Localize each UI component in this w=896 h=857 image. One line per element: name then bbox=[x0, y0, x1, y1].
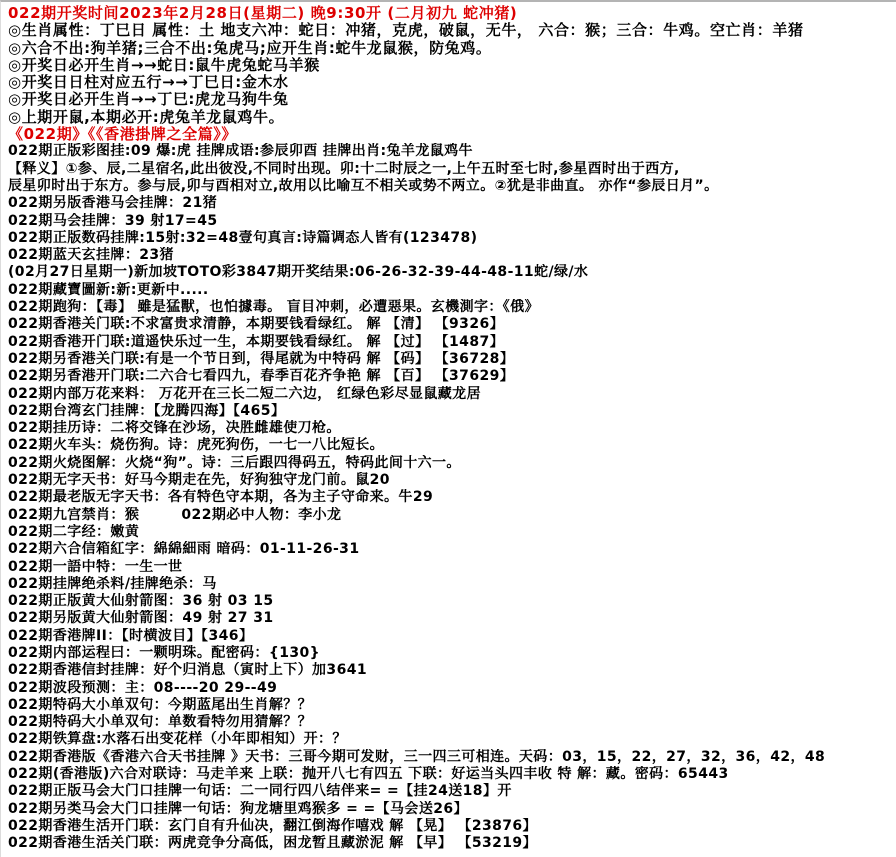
text-line: 022期九宫禁肖：猴 022期必中人物：李小龙 bbox=[8, 506, 342, 523]
text-line: 022期火车头：烧伤狗。诗：虎死狗伤，一七一八比短长。 bbox=[8, 437, 385, 454]
text-line: 022期藏寶圖新:新:更新中..... bbox=[8, 281, 209, 298]
text-line: 022期香港信封挂牌：好个归消息（寅时上下）加3641 bbox=[8, 662, 367, 679]
text-line: 022期正版彩图挂:09 爆:虎 挂牌成语:参辰卯酉 挂牌出肖:兔羊龙鼠鸡牛 bbox=[8, 143, 473, 160]
text-line: 022期香港关门联:不求富贵求清静，本期要钱看绿红。 解 【清】 【9326】 bbox=[8, 316, 505, 333]
text-line: 022期内部万花来料： 万花开在三长二短二六边， 红绿色彩尽显鼠藏龙居 bbox=[8, 385, 481, 402]
text-line: 022期蓝天玄挂牌：23猪 bbox=[8, 247, 174, 264]
text-line: 022期香港生活开门联：玄门自有升仙决，翻江倒海作嘻戏 解 【晃】 【23876】 bbox=[8, 817, 537, 834]
text-line: 022期火烧图解：火烧“狗”。诗：三后跟四得码五，特码此间十六一。 bbox=[8, 454, 461, 471]
text-line: 《022期》《《香港掛牌之全篇》》 bbox=[8, 126, 238, 144]
text-line: 022期挂牌绝杀料/挂牌绝杀：马 bbox=[8, 575, 217, 592]
content-lines bbox=[8, 5, 896, 853]
text-line: 022期一語中特：一生一世 bbox=[8, 558, 183, 575]
text-line: 022期香港牌II：【时横波目】【346】 bbox=[8, 627, 254, 644]
text-line: 022期另香港关门联:有是一个节日到，得尾就为中特码 解 【码】 【36728】 bbox=[8, 350, 515, 367]
text-line: (02月27日星期一)新加坡TOTO彩3847期开奖结果:06-26-32-39-44-48-11蛇/绿/水 bbox=[8, 264, 589, 281]
text-line: 022期挂历诗：二将交锋在沙场，决胜雌雄使刀枪。 bbox=[8, 420, 341, 437]
text-line: ◎上期开鼠,本期必开:虎兔羊龙鼠鸡牛。 bbox=[8, 108, 285, 126]
text-line: 022期特码大小单双句：单数看特勿用猜解？？ bbox=[8, 714, 313, 731]
text-line: 022期台湾玄门挂牌：【龙腾四海】【465】 bbox=[8, 402, 286, 419]
text-line: ◎开奖日必开生肖→→蛇日:鼠牛虎兔蛇马羊猴 bbox=[8, 56, 320, 74]
text-line: 022期最老版无字天书：各有特色守本期，各为主子守命来。牛29 bbox=[8, 489, 434, 506]
text-line: 022期内部运程曰：一颗明珠。配密码：{130} bbox=[8, 644, 320, 661]
text-line: 022期香港版《香港六合天书挂牌 》天书：三哥今期可发财，三一四三可相连。天码：03，15，22，27，32，36，42，48 bbox=[8, 748, 826, 765]
text-line: 【释义】①参、辰,二星宿名,此出彼没,不同时出现。卯:十二时辰之一,上午五时至七时,参星酉时出于西方, bbox=[8, 160, 680, 177]
text-line: ◎生肖属性：丁巳日 属性：土 地支六冲：蛇日：冲猪，克虎，破鼠，无牛， 六合：猴；三合：牛鸡。空亡肖：羊猪 bbox=[8, 22, 804, 40]
text-line: 022期开奖时间2023年2月28日(星期二) 晚9:30开 (二月初九 蛇冲猪) bbox=[8, 5, 518, 22]
text-line: 022期跑狗：【毒】 雖是猛獸，也怕據毒。 盲目冲刺，必遭惡果。玄機測字：《俄》 bbox=[8, 299, 539, 316]
text-line: 022期另香港开门联:二六合七看四九，春季百花齐争艳 解 【百】 【37629】 bbox=[8, 368, 515, 385]
text-line: 022期正版数码挂牌:15射:32=48壹句真言:诗篇调态人皆有(123478) bbox=[8, 229, 478, 246]
text-line: ◎六合不出:狗羊猪;三合不出:兔虎马;应开生肖:蛇牛龙鼠猴，防兔鸡。 bbox=[8, 39, 492, 57]
text-line: 022期马会挂牌：39 射17=45 bbox=[8, 212, 218, 229]
text-line: 022期二字经：嫩黄 bbox=[8, 523, 140, 540]
text-line: 022期另版香港马会挂牌：21猪 bbox=[8, 195, 218, 212]
text-line: 022期波段预测：主：08----20 29--49 bbox=[8, 679, 278, 696]
text-line: 022期另类马会大门口挂牌一句话：狗龙塘里鸡猴多 = =【马会送26】 bbox=[8, 800, 468, 817]
text-line: 022期(香港版)六合对联诗：马走羊来 上联：抛开八七有四五 下联：好运当头四丰收 特 解：藏。密码：65443 bbox=[8, 766, 729, 783]
text-line: 022期正版马会大门口挂牌一句话：二一同行四八结伴来= =【挂24送18】开 bbox=[8, 783, 512, 800]
text-line: 022期特码大小单双句：今期蓝尾出生肖解？？ bbox=[8, 696, 313, 713]
text-line: ◎开奖日必开生肖→→丁巳:虎龙马狗牛兔 bbox=[8, 91, 289, 109]
text-line: 022期六合信箱紅字：綿綿細雨 暗码：01-11-26-31 bbox=[8, 541, 360, 558]
text-line: ◎开奖日日柱对应五行→→丁巳日:金木水 bbox=[8, 74, 289, 92]
text-line: 022期正版黄大仙射箭图：36 射 03 15 bbox=[8, 593, 274, 610]
text-line: 辰星卯时出于东方。参与辰,卯与酉相对立,故用以比喻互不相关或势不两立。②犹是非曲直。 亦作“参辰日月”。 bbox=[8, 177, 719, 194]
text-line: 022期香港开门联:道遥快乐过一生，本期要钱看绿红。 解 【过】 【1487】 bbox=[8, 333, 505, 350]
text-line: 022期香港生活关门联：两虎竞争分高低，困龙暂且藏淤泥 解 【早】 【53219】 bbox=[8, 835, 537, 852]
text-line: 022期铁算盘:水落石出变花样（小年即相知）开：？ bbox=[8, 731, 347, 748]
text-line: 022期另版黄大仙射箭图：49 射 27 31 bbox=[8, 610, 274, 627]
text-line: 022期无字天书：好马今期走在先，好狗独守龙门前。鼠20 bbox=[8, 472, 390, 489]
